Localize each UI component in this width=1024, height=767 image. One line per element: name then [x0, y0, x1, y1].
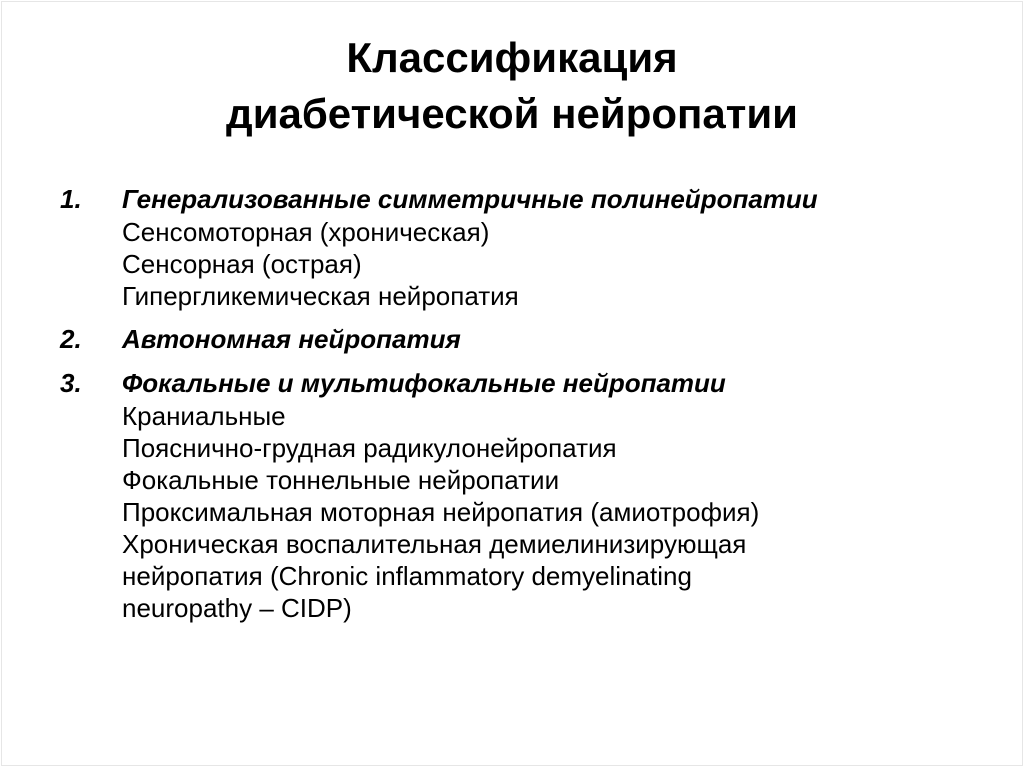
- item-heading: Автономная нейропатия: [122, 324, 461, 354]
- slide-title: [80, 30, 944, 142]
- subitem: нейропатия (Chronic inflammatory demyelinating: [122, 561, 692, 591]
- subitem: Краниальные: [122, 401, 286, 431]
- subitem: Хроническая воспалительная демиелинизирующая: [122, 529, 747, 559]
- list-item-3: [60, 366, 990, 624]
- item-number: 2.: [60, 324, 82, 354]
- subitem: Гипергликемическая нейропатия: [122, 281, 519, 311]
- title-line-2: диабетической нейропатии: [226, 90, 798, 137]
- item-content: [122, 182, 990, 312]
- subitem: Пояснично-грудная радикулонейропатия: [122, 433, 617, 463]
- list-item-2: [60, 322, 990, 356]
- classification-list: [60, 182, 990, 624]
- subitem: Фокальные тоннельные нейропатии: [122, 465, 560, 495]
- item-heading: Фокальные и мультифокальные нейропатии: [122, 368, 726, 398]
- item-number: 1.: [60, 184, 82, 214]
- title-line-1: Классификация: [346, 34, 678, 81]
- subitem: neuropathy – CIDP): [122, 593, 352, 623]
- subitem: Сенсомоторная (хроническая): [122, 217, 490, 247]
- item-heading: Генерализованные симметричные полинейропатии: [122, 184, 818, 214]
- list-item-1: [60, 182, 990, 312]
- subitem: Сенсорная (острая): [122, 249, 362, 279]
- item-content: [122, 322, 990, 356]
- item-number: 3.: [60, 368, 82, 398]
- item-content: [122, 366, 990, 624]
- subitem: Проксимальная моторная нейропатия (амиотрофия): [122, 497, 760, 527]
